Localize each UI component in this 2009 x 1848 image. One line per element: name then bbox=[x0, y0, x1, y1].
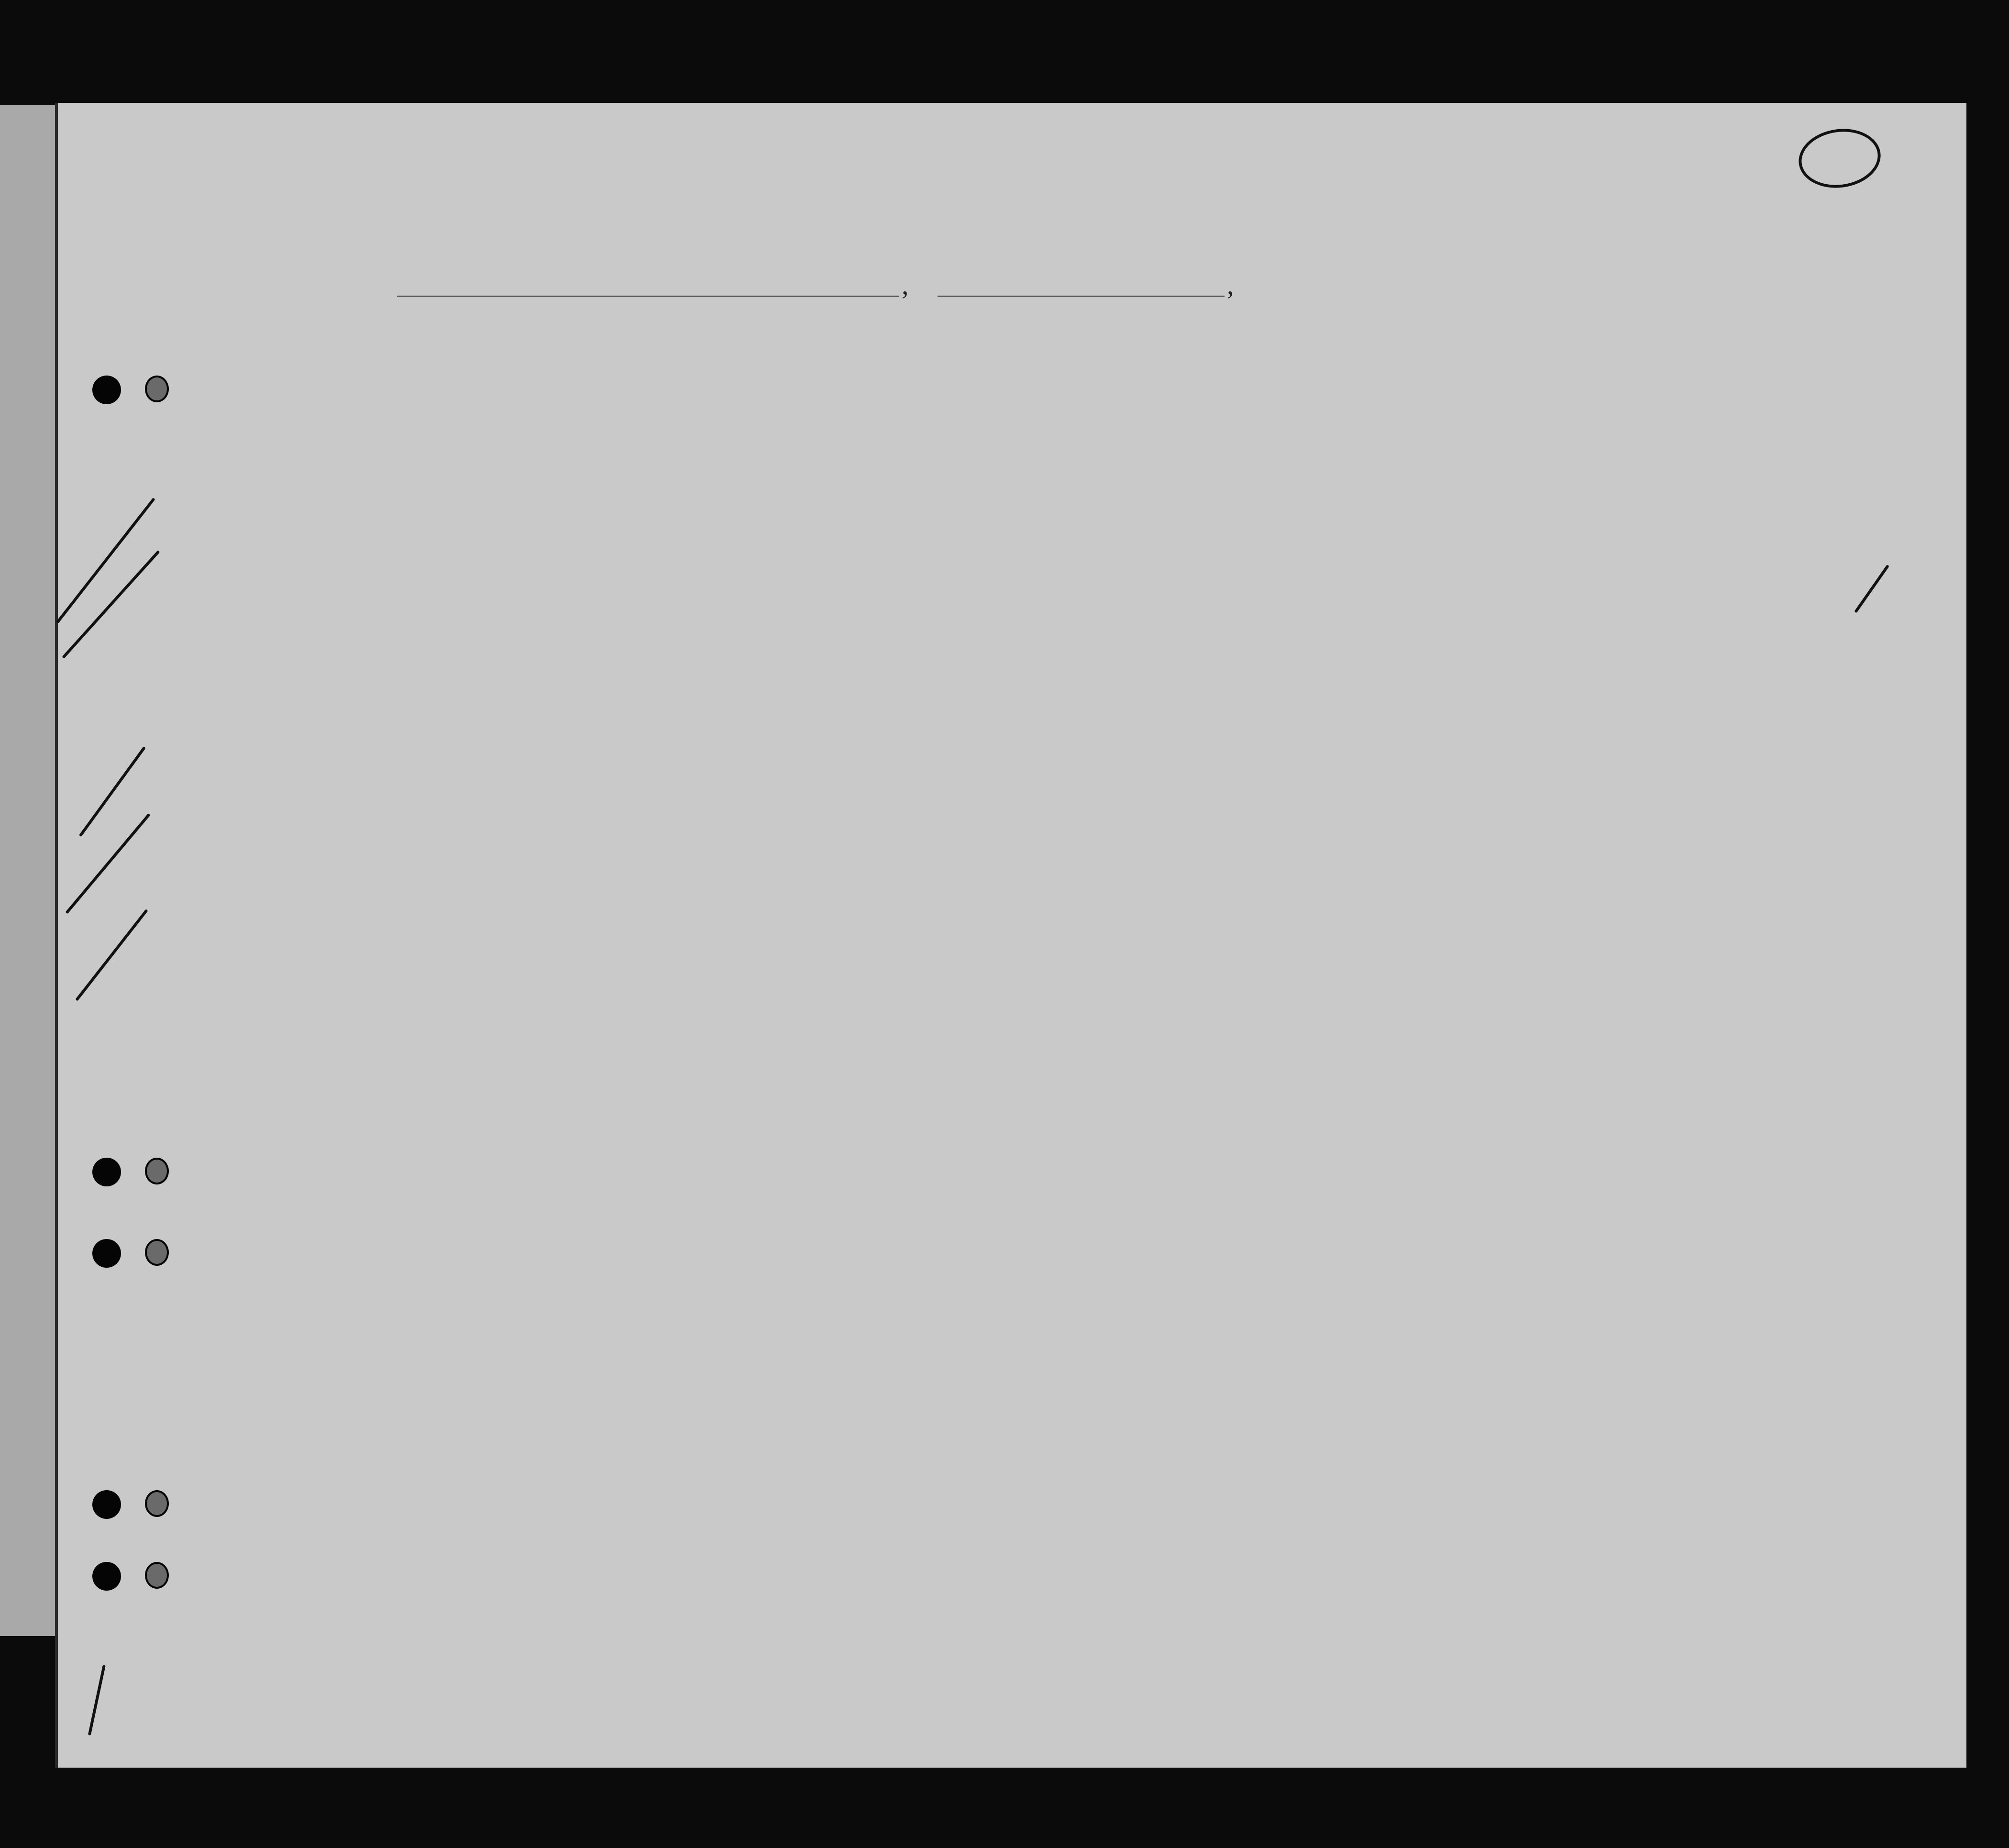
binder-hole-icon bbox=[92, 1158, 121, 1186]
comma: , bbox=[902, 269, 909, 300]
binder-hole-icon bbox=[92, 1490, 121, 1519]
port-underline bbox=[397, 296, 899, 297]
binder-hole-icon bbox=[145, 1158, 169, 1184]
binder-hole-icon bbox=[145, 1490, 169, 1517]
binder-hole-icon bbox=[145, 376, 169, 402]
binder-hole-icon bbox=[145, 1562, 169, 1589]
binder-hole-icon bbox=[92, 1562, 121, 1591]
date-underline bbox=[938, 296, 1225, 297]
comma: , bbox=[1227, 269, 1234, 300]
binder-hole-icon bbox=[92, 376, 121, 404]
binder-hole-icon bbox=[92, 1239, 121, 1268]
binder-hole-icon bbox=[145, 1239, 169, 1266]
